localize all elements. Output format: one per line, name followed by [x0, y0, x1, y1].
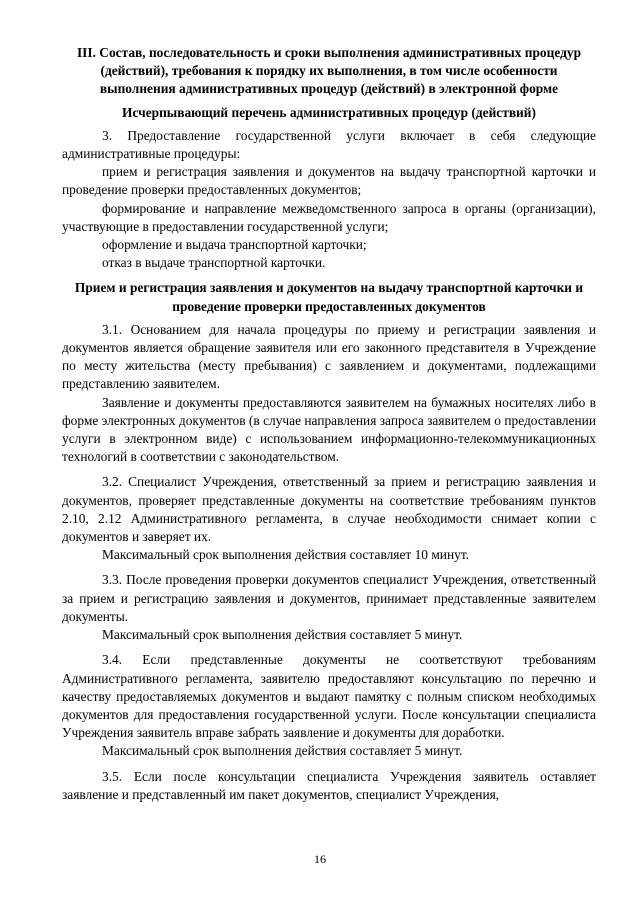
clause-paragraph: 3.5. Если после консультации специалиста Учреждения заявитель оставляет заявление и представленный им пакет документов, специалист Учреждения, — [62, 768, 596, 802]
clause-block — [62, 321, 596, 467]
list-item: формирование и направление межведомственного запроса в органы (организации), участвующие в предоставлении государственной услуги; — [62, 200, 596, 234]
list-item: прием и регистрация заявления и документов на выдачу транспортной карточки и проведение проверки предоставленных документов; — [62, 164, 596, 198]
procedure-list — [62, 127, 596, 273]
subsection-heading: Прием и регистрация заявления и документов на выдачу транспортной карточки и проведение проверки предоставленных документов — [74, 280, 584, 314]
clause-block — [62, 768, 596, 804]
list-intro: 3. Предоставление государственной услуги включает в себя следующие административные процедуры: — [62, 127, 596, 162]
clause-paragraph: 3.2. Специалист Учреждения, ответственный за прием и регистрацию заявления и документов, проверяет представленные документы на соответствие требованиям пунктов 2.10, 2.12 Административного регламента, в случае необходимости снимает копии с документов и заверяет их. — [62, 474, 596, 545]
clause-deadline: Максимальный срок выполнения действия составляет 5 минут. — [102, 743, 463, 759]
document-page — [62, 44, 596, 804]
clause-paragraph: 3.1. Основанием для начала процедуры по приему и регистрации заявления и документов является обращение заявителя или его законного представителя в Учреждение по месту жительства (месту пребывания) с заявлением и документами, подлежащими представлению заявителем. — [62, 321, 596, 392]
clause-deadline: Максимальный срок выполнения действия составляет 10 минут. — [102, 547, 470, 563]
clause-deadline: Максимальный срок выполнения действия составляет 5 минут. — [102, 627, 463, 643]
section-title: III. Состав, последовательность и сроки выполнения административных процедур (действий), требования к порядку их выполнения, в том числе особенности выполнения административных процедур (действий) в электронной форме — [76, 45, 582, 97]
clause-paragraph: Заявление и документы предоставляются заявителем на бумажных носителях либо в форме электронных документов (в случае направления запроса заявителем о предоставлении услуги в электронном виде) с использованием информационно-телекоммуникационных технологий в соответствии с законодательством. — [62, 394, 596, 465]
clause-paragraph: 3.3. После проведения проверки документов специалист Учреждения, ответственный за прием и регистрацию заявления и документов, принимает представленные заявителем документы. — [62, 572, 596, 624]
clause-block — [62, 571, 596, 644]
clause-block — [62, 651, 596, 760]
list-item: оформление и выдача транспортной карточки; — [102, 237, 367, 253]
clause-paragraph: 3.4. Если представленные документы не соответствуют требованиям Административного регламента, заявителю предоставляют консультацию по перечню и качеству предоставляемых документов и выдают памятку с полным списком необходимых документов для предоставления государственной услуги. После консультации специалиста Учреждения заявитель вправе забрать заявление и документы для доработки. — [62, 652, 596, 741]
list-item: отказ в выдаче транспортной карточки. — [102, 255, 326, 271]
clause-block — [62, 473, 596, 564]
list-heading: Исчерпывающий перечень административных процедур (действий) — [122, 104, 536, 120]
page-number: 16 — [314, 852, 326, 866]
